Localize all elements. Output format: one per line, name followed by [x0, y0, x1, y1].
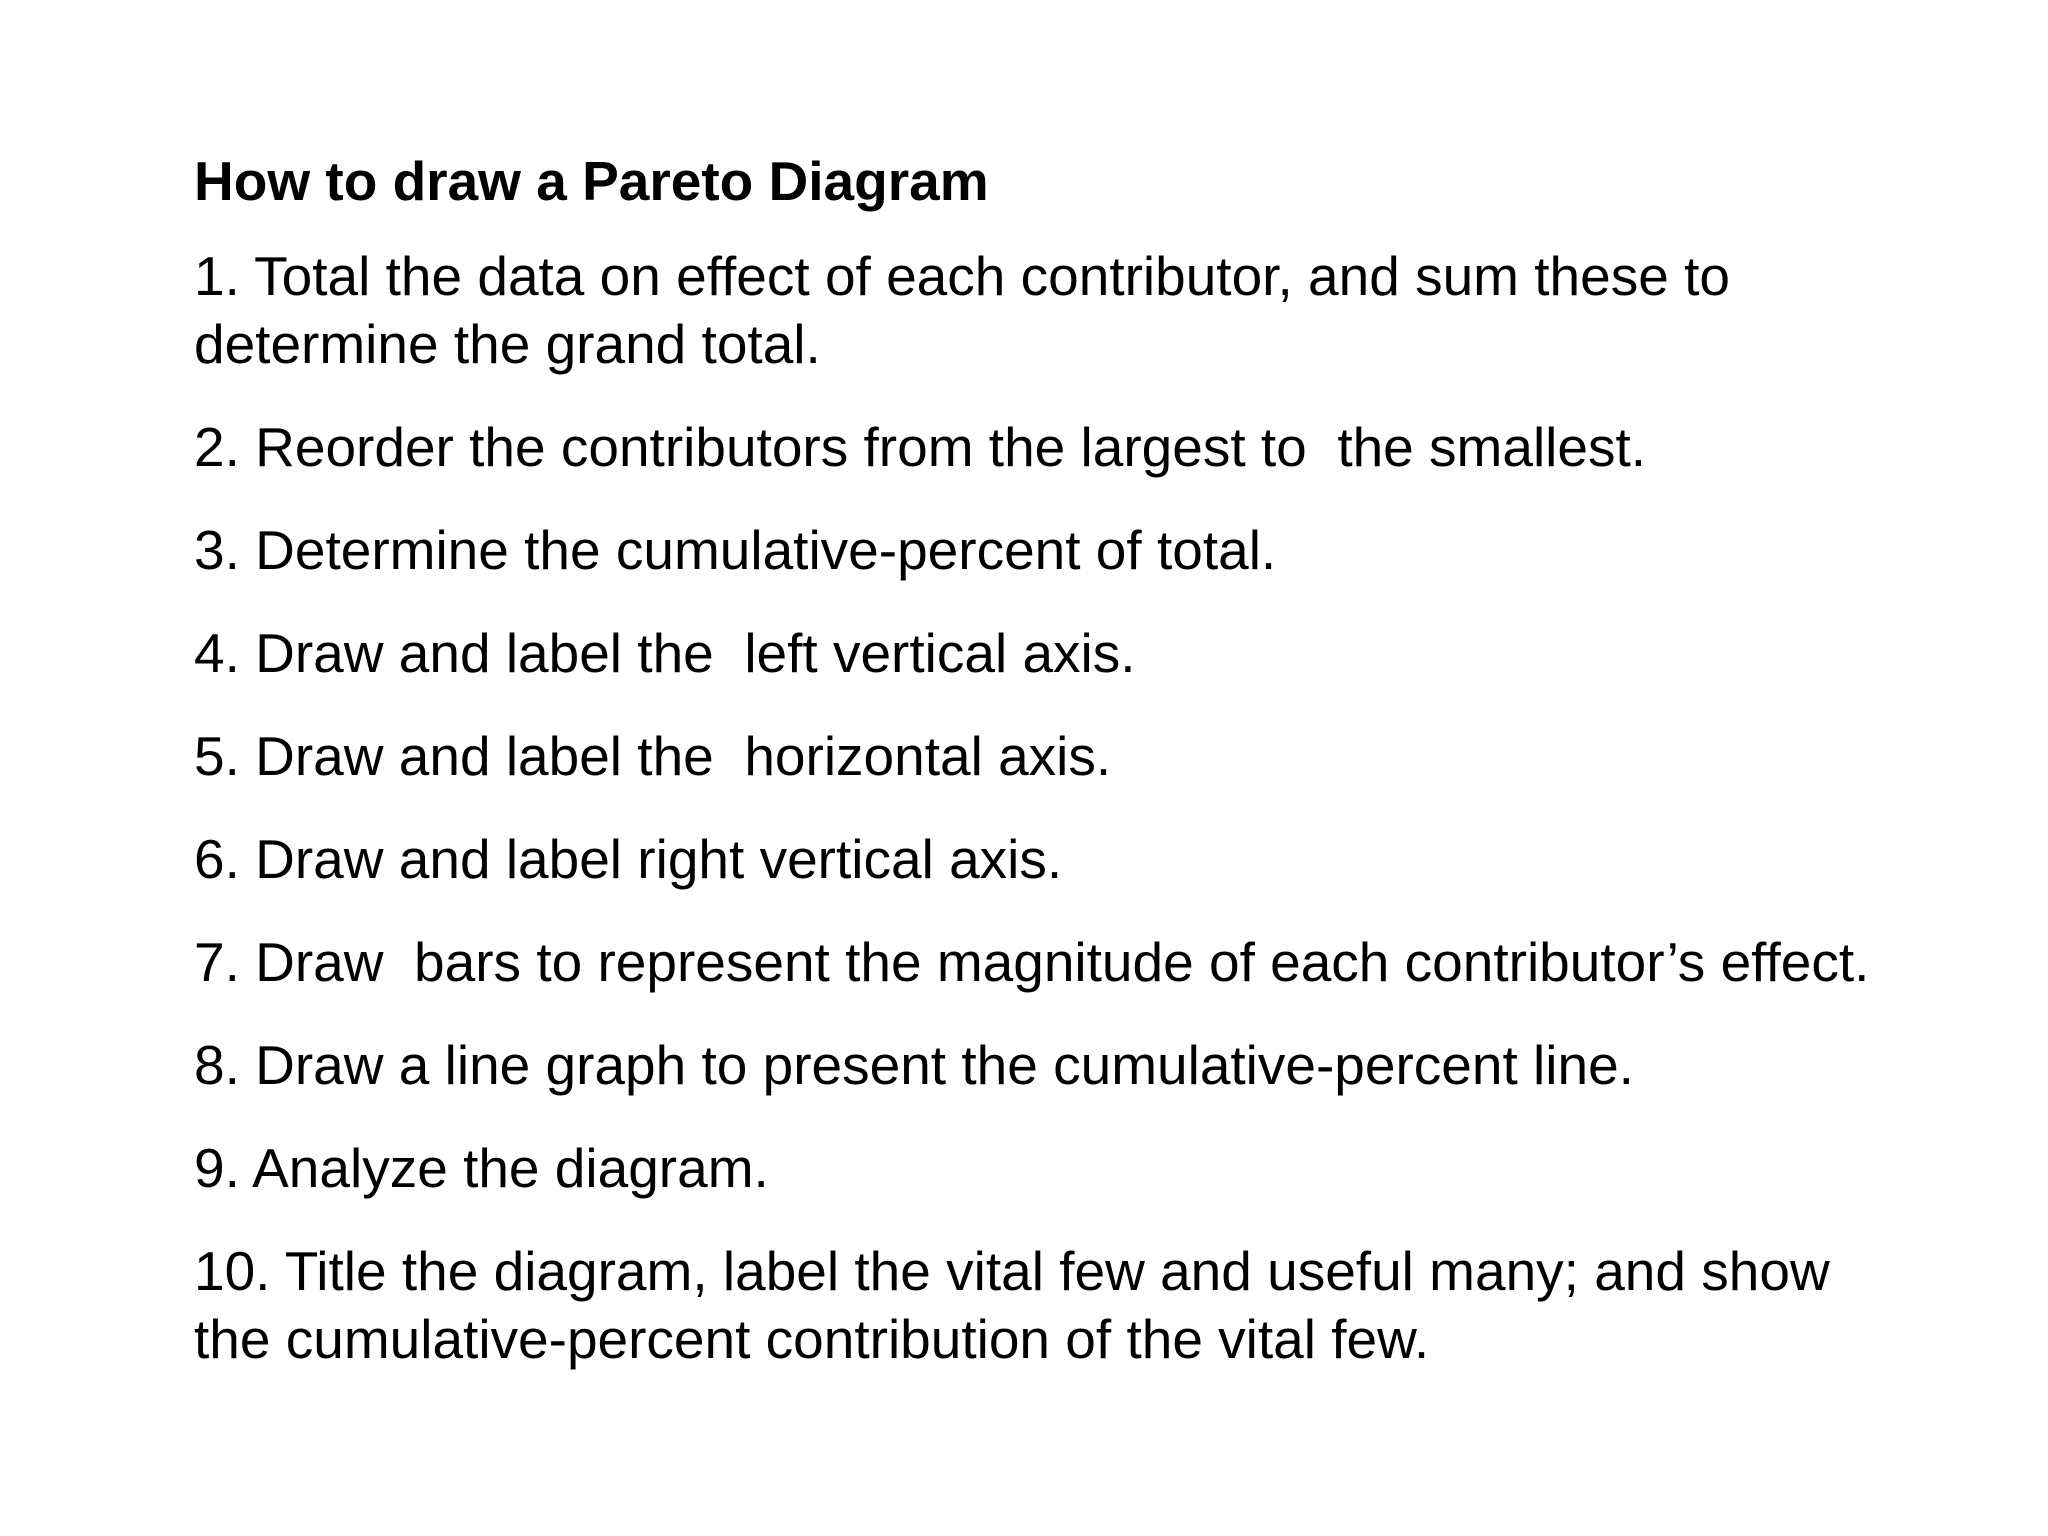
step-3: 3. Determine the cumulative-percent of total. — [194, 519, 1277, 581]
step-9: 9. Analyze the diagram. — [194, 1137, 769, 1199]
step-7: 7. Draw bars to represent the magnitude of each contributor’s effect. — [194, 931, 1870, 993]
steps-list — [194, 242, 1994, 1373]
step-10: 10. Title the diagram, label the vital few and useful many; and show the cumulative-percent contribution of the vital few. — [194, 1240, 1845, 1370]
slide-content — [194, 148, 1994, 1408]
step-1: 1. Total the data on effect of each contributor, and sum these to determine the grand total. — [194, 245, 1746, 375]
step-8: 8. Draw a line graph to present the cumulative-percent line. — [194, 1034, 1634, 1096]
step-2: 2. Reorder the contributors from the largest to the smallest. — [194, 416, 1647, 478]
step-4: 4. Draw and label the left vertical axis. — [194, 622, 1136, 684]
step-6: 6. Draw and label right vertical axis. — [194, 828, 1063, 890]
step-5: 5. Draw and label the horizontal axis. — [194, 725, 1112, 787]
page-title: How to draw a Pareto Diagram — [194, 150, 989, 212]
